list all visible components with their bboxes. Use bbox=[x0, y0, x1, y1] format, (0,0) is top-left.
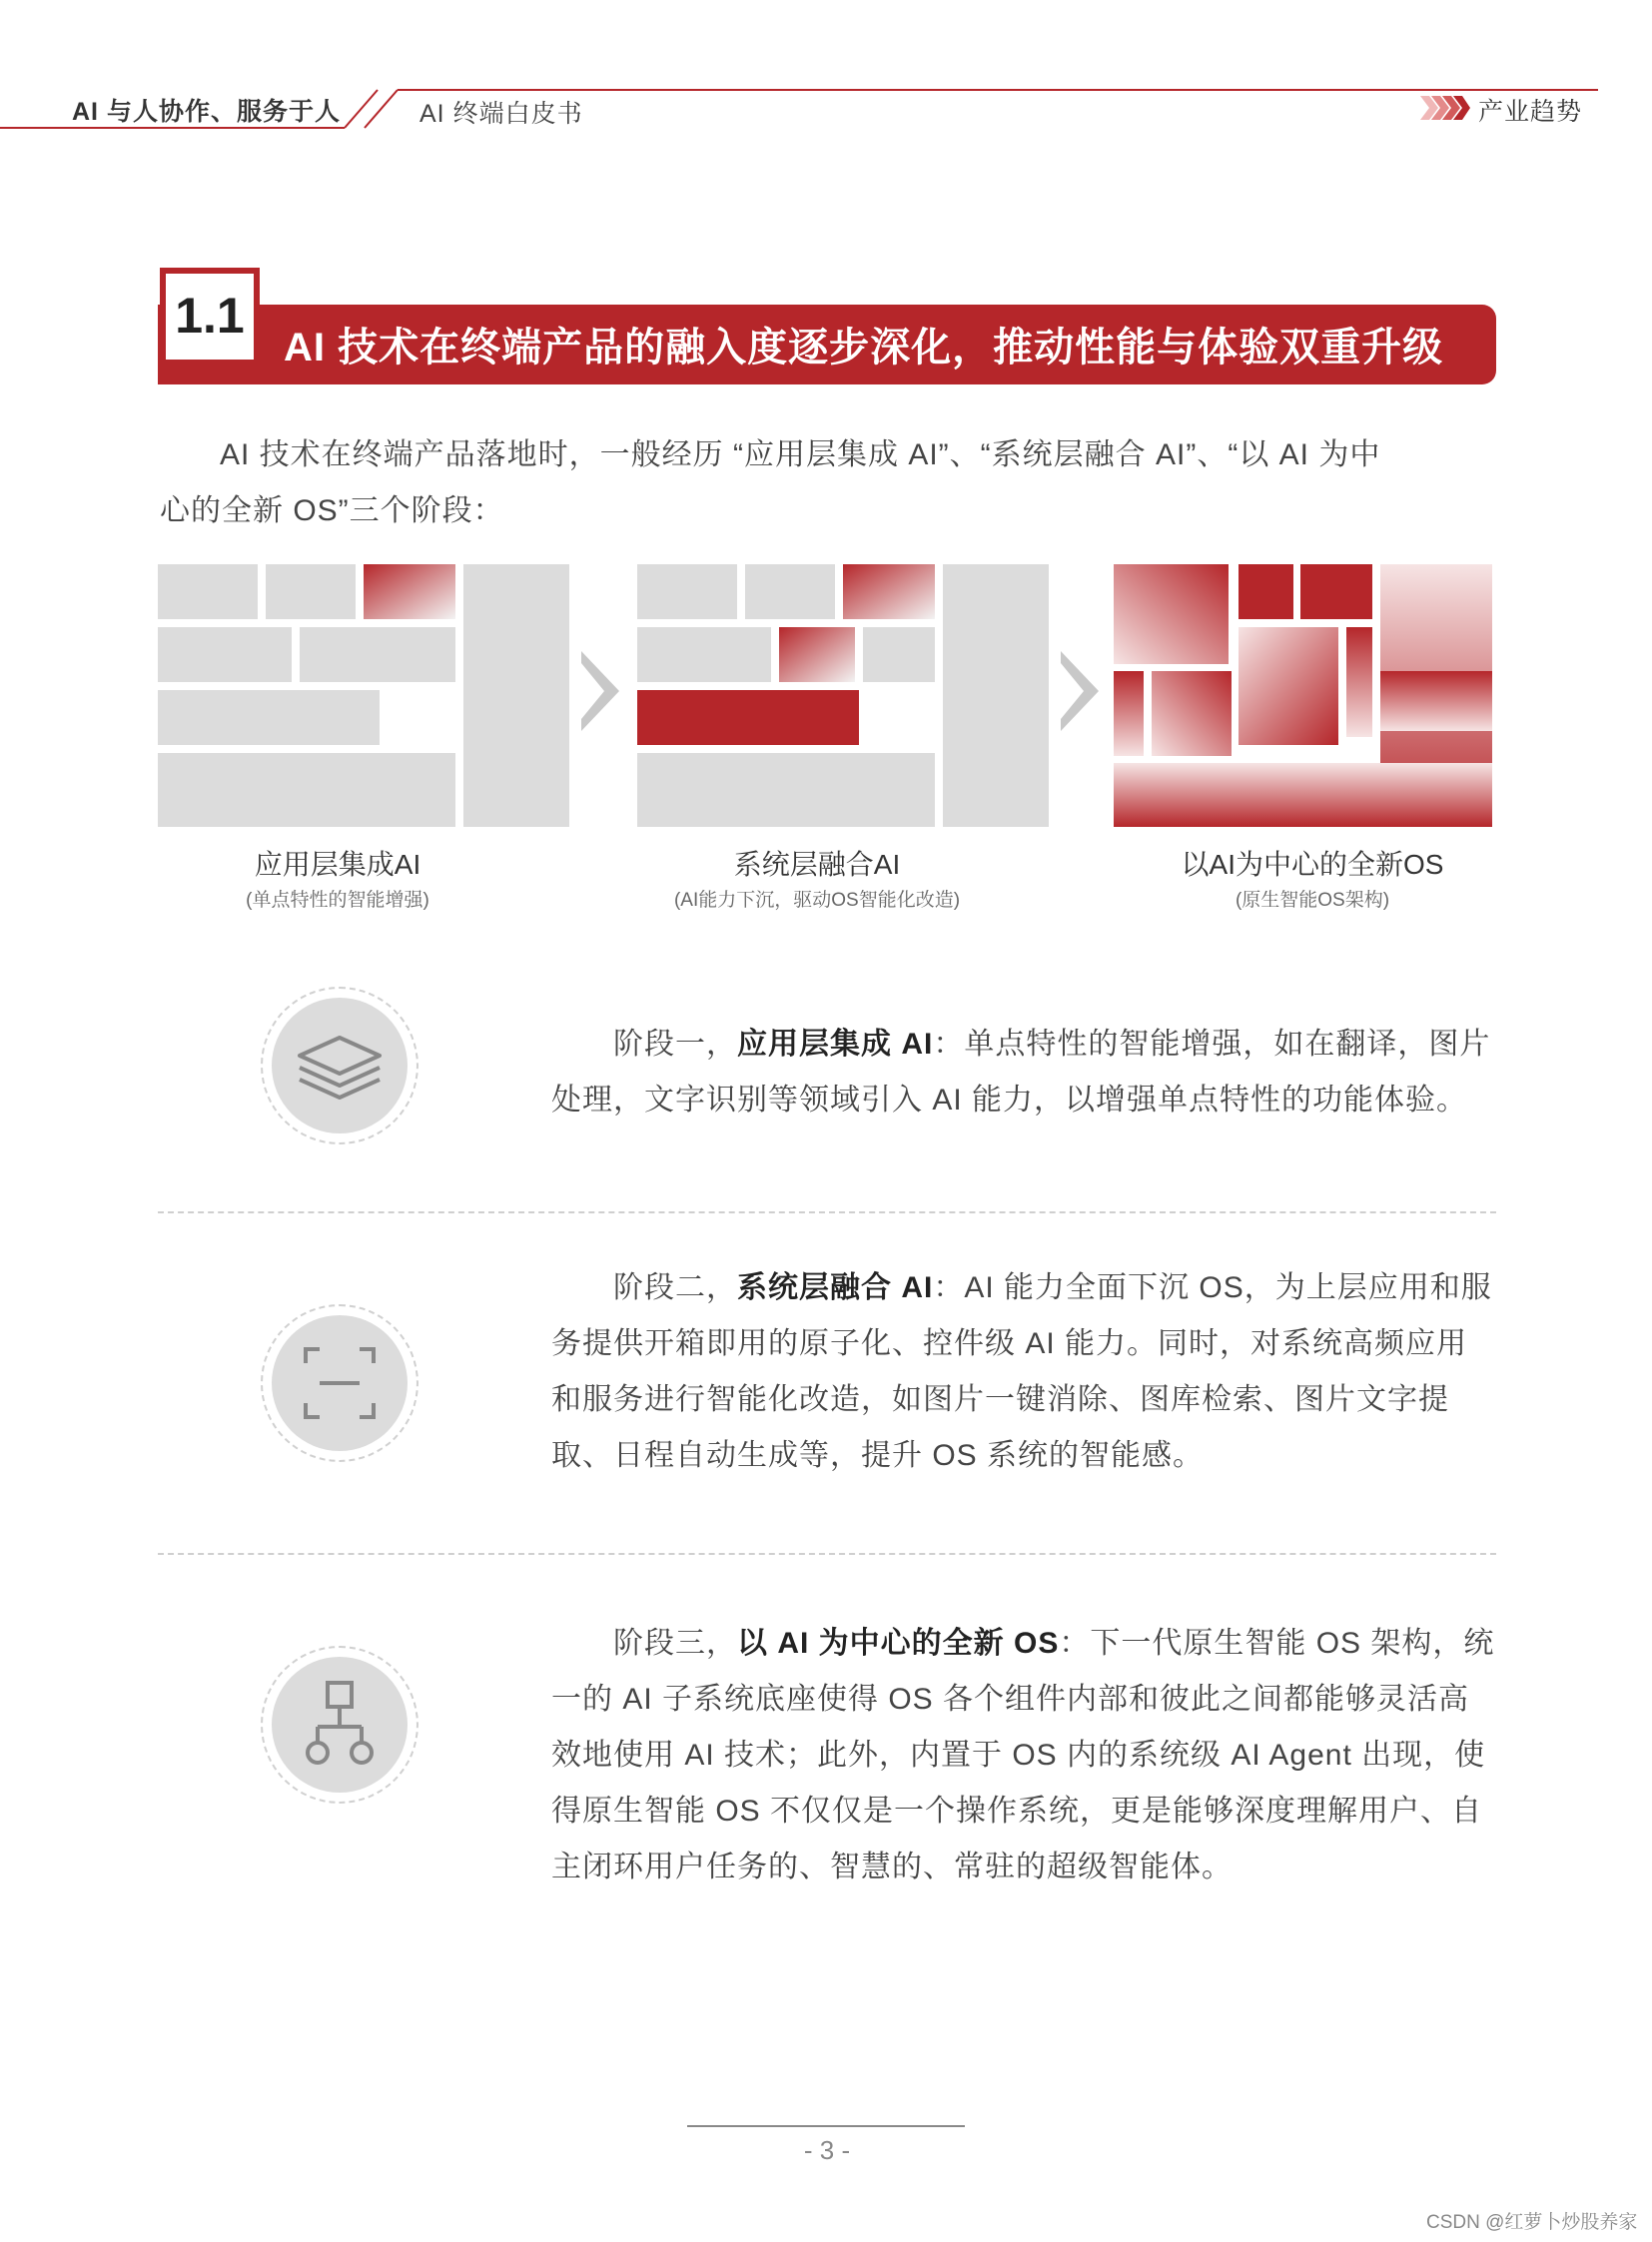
header-left-title: AI 与人协作、服务于人 bbox=[72, 98, 341, 126]
panel-3-title: 以AI为中心的全新OS bbox=[1181, 849, 1444, 880]
stage-2-text: 阶段二，系统层融合 AI：AI 能力全面下沉 OS，为上层应用和服务提供开箱即用的原子化、控件级 AI 能力。同时，对系统高频应用和服务进行智能化改造，如图片一键消除、图库检索、图片文字提取、日程自动生成等，提升 OS 系统的智能感。 bbox=[551, 1271, 1492, 1472]
stage-1-badge bbox=[261, 987, 418, 1144]
panel-2-subtitle: (AI能力下沉，驱动OS智能化改造) bbox=[673, 890, 961, 911]
panel-system-layer bbox=[637, 564, 1049, 827]
stage-3-badge bbox=[261, 1646, 418, 1804]
header-rule bbox=[0, 86, 1652, 136]
section-title: AI 技术在终端产品的融入度逐步深化，推动性能与体验双重升级 bbox=[284, 326, 1444, 370]
panel-3-subtitle: (原生智能OS架构) bbox=[1235, 890, 1390, 911]
stage-1-text: 阶段一，应用层集成 AI：单点特性的智能增强，如在翻译，图片处理，文字识别等领域引入 AI 能力，以增强单点特性的功能体验。 bbox=[551, 1028, 1491, 1117]
intro-line-1: AI 技术在终端产品落地时，一般经历 “应用层集成 AI”、“系统层融合 AI”、“以 AI 为中 bbox=[220, 438, 1381, 471]
footer-rule bbox=[687, 2125, 965, 2127]
header-doc-title: AI 终端白皮书 bbox=[419, 100, 583, 128]
intro-line-2: 心的全新 OS”三个阶段： bbox=[160, 494, 504, 527]
section-number: 1.1 bbox=[160, 268, 260, 366]
hierarchy-icon bbox=[272, 1657, 408, 1793]
stages-diagram bbox=[150, 559, 1508, 839]
stage-2-badge bbox=[261, 1304, 418, 1462]
panel-app-layer bbox=[158, 564, 569, 827]
chevrons-icon bbox=[1420, 96, 1470, 120]
watermark: CSDN @红萝卜炒股养家 bbox=[1426, 2212, 1638, 2233]
panel-2-title: 系统层融合AI bbox=[733, 849, 901, 880]
divider-1 bbox=[158, 1211, 1496, 1213]
panel-1-subtitle: (单点特性的智能增强) bbox=[246, 890, 429, 911]
page-number: - 3 - bbox=[803, 2135, 851, 2165]
divider-2 bbox=[158, 1553, 1496, 1555]
scan-frame-icon bbox=[272, 1315, 408, 1451]
layers-icon bbox=[272, 998, 408, 1133]
panel-ai-os bbox=[1114, 564, 1492, 827]
header-section-tag: 产业趋势 bbox=[1478, 98, 1583, 126]
panel-1-title: 应用层集成AI bbox=[254, 849, 421, 880]
stage-3-text: 阶段三，以 AI 为中心的全新 OS：下一代原生智能 OS 架构，统一的 AI 子系统底座使得 OS 各个组件内部和彼此之间都能够灵活高效地使用 AI 技术；此外，内置于 OS 内的系统级 AI Agent 出现，使得原生智能 OS 不仅仅是一个操作系统，更是能够深度理解用户、自主闭环用户任务的、智慧的、常驻的超级智能体。 bbox=[551, 1627, 1495, 1883]
